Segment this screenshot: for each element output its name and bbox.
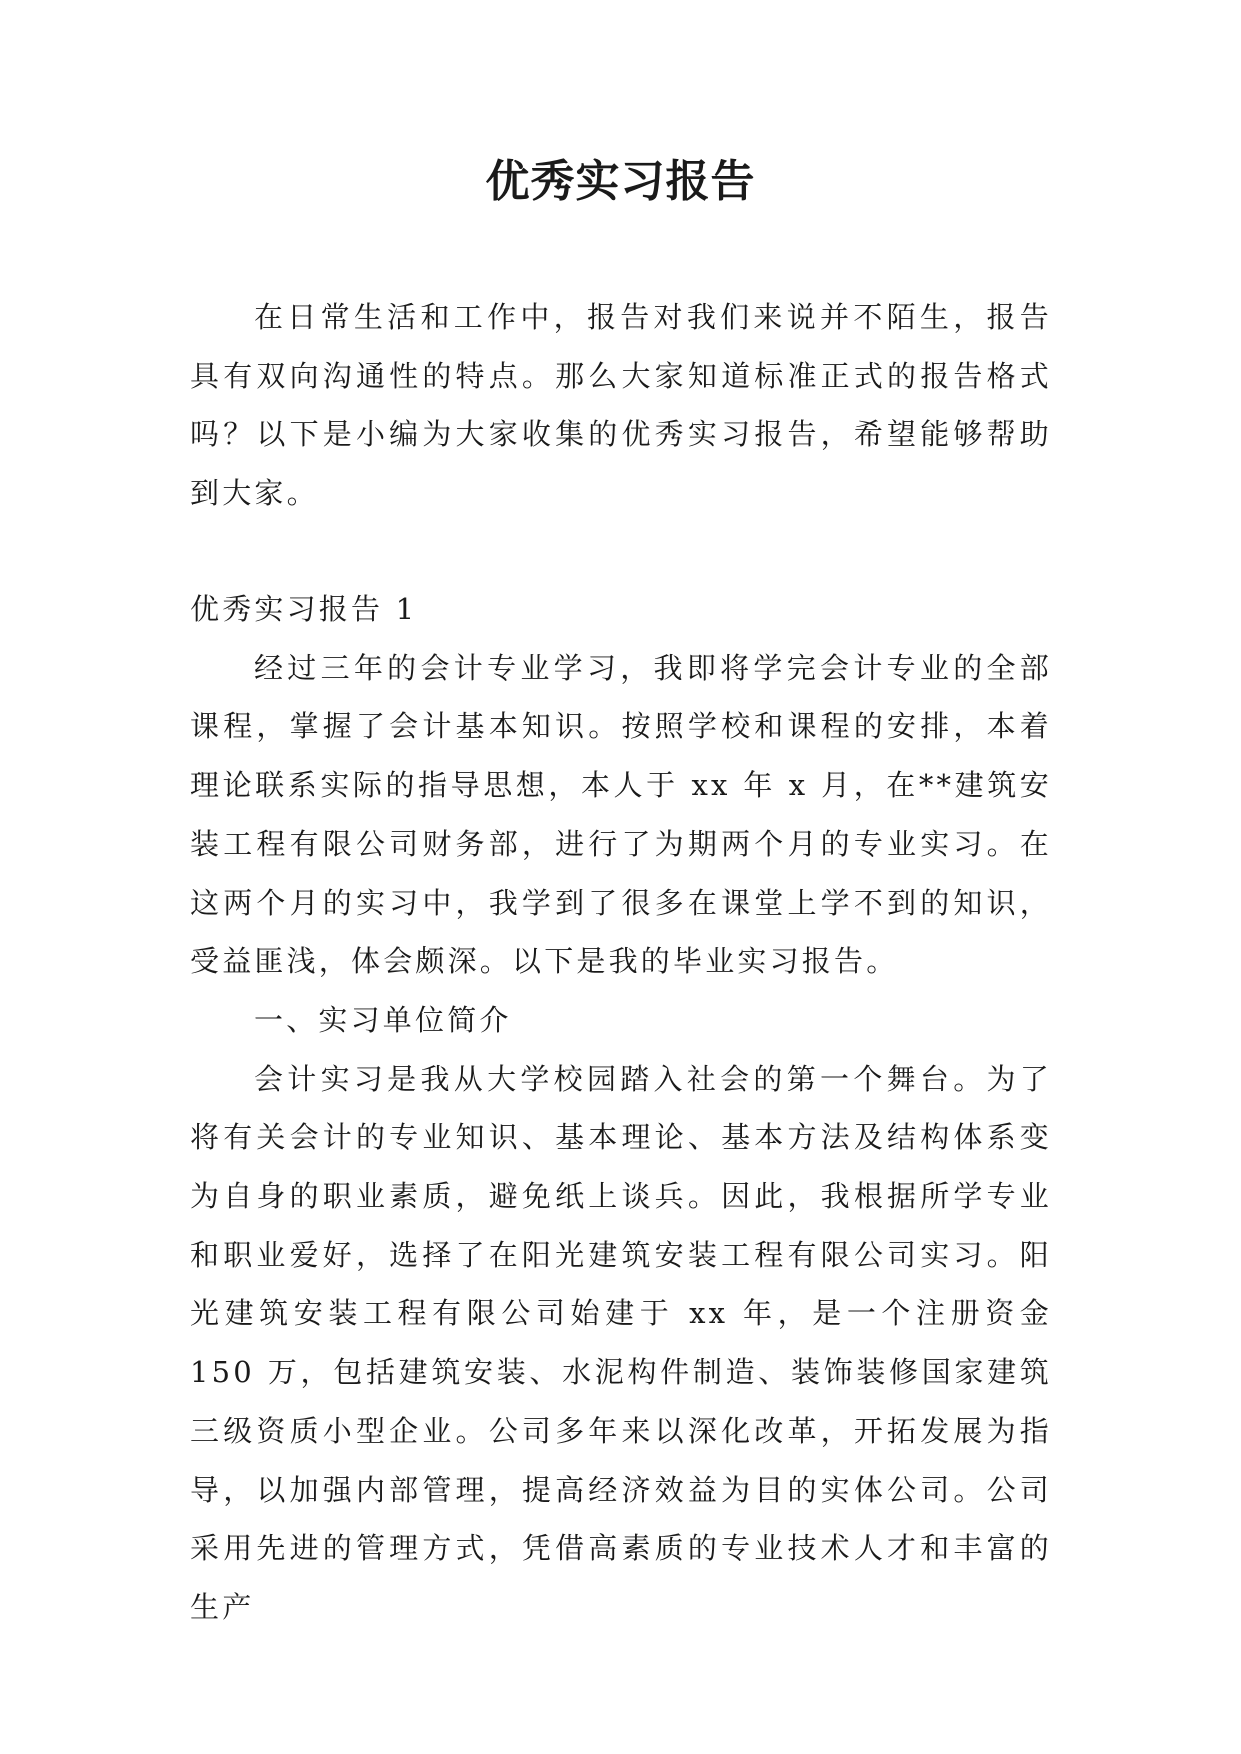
section-block — [190, 580, 1052, 1637]
intro-block — [190, 288, 1052, 523]
subsection-heading: 一、实习单位简介 — [254, 1002, 512, 1037]
body-paragraph: 会计实习是我从大学校园踏入社会的第一个舞台。为了将有关会计的专业知识、基本理论、基本方法及结构体系变为自身的职业素质，避免纸上谈兵。因此，我根据所学专业和职业爱好，选择了在阳光建筑安装工程有限公司实习。阳光建筑安装工程有限公司始建于 xx 年，是一个注册资金 150 万，包括建筑安装、水泥构件制造、装饰装修国家建筑三级资质小型企业。公司多年来以深化改革，开拓发展为指导，以加强内部管理，提高经济效益为目的实体公司。公司采用先进的管理方式，凭借高素质的专业技术人才和丰富的生产 — [190, 1061, 1052, 1624]
body-paragraph: 经过三年的会计专业学习，我即将学完会计专业的全部课程，掌握了会计基本知识。按照学校和课程的安排，本着理论联系实际的指导思想，本人于 xx 年 x 月，在**建筑安装工程有限公司财务部，进行了为期两个月的专业实习。在这两个月的实习中，我学到了很多在课堂上学不到的知识，受益匪浅，体会颇深。以下是我的毕业实习报告。 — [190, 650, 1052, 979]
intro-paragraph: 在日常生活和工作中，报告对我们来说并不陌生，报告具有双向沟通性的特点。那么大家知道标准正式的报告格式吗？以下是小编为大家收集的优秀实习报告，希望能够帮助到大家。 — [190, 300, 1052, 511]
document-title: 优秀实习报告 — [485, 156, 756, 207]
section-heading: 优秀实习报告 1 — [190, 592, 418, 626]
